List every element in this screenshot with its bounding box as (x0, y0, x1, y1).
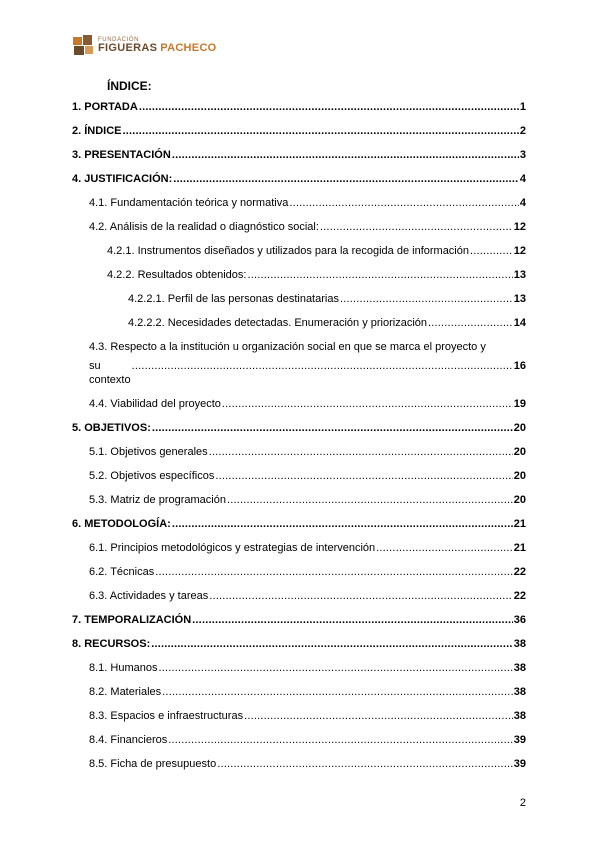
toc-label: 4. JUSTIFICACIÓN: (72, 173, 173, 185)
toc-label: 4.2.1. Instrumentos diseñados y utilizados para la recogida de información (107, 245, 469, 257)
toc-entry-4-2-1[interactable] (72, 244, 526, 258)
toc-leader (155, 565, 513, 579)
index-title: ÍNDICE: (107, 79, 152, 93)
toc-label-line1: 4.3. Respecto a la institución u organización social en que se marca el proyecto y (89, 341, 486, 353)
toc-page: 20 (513, 494, 526, 506)
toc-label: 5.2. Objetivos específicos (89, 470, 215, 482)
toc-entry-6-2[interactable] (72, 565, 526, 579)
toc-page: 3 (519, 149, 526, 161)
toc-label: 4.2.2.1. Perfil de las personas destinatarias (128, 293, 339, 305)
toc-entry-6-1[interactable] (72, 541, 526, 555)
toc-page: 12 (513, 221, 526, 233)
toc-entry-4-2-2-2[interactable] (72, 316, 526, 330)
toc-page: 19 (513, 398, 526, 410)
toc-page: 4 (519, 173, 526, 185)
toc-page: 22 (513, 566, 526, 578)
toc-label: 8.4. Financieros (89, 734, 168, 746)
toc-leader (470, 244, 513, 258)
toc-leader (158, 661, 512, 675)
toc-page: 22 (513, 590, 526, 602)
toc-label: 8.1. Humanos (89, 662, 158, 674)
toc-leader (376, 541, 513, 555)
toc-entry-presentacion[interactable] (72, 148, 526, 162)
toc-leader (217, 757, 513, 771)
toc-label: 5. OBJETIVOS: (72, 422, 151, 434)
toc-page: 21 (513, 518, 526, 530)
toc-label: 5.3. Matriz de programación (89, 494, 226, 506)
toc-page: 38 (513, 686, 526, 698)
toc-entry-5-2[interactable] (72, 469, 526, 483)
toc-entry-8-4[interactable] (72, 733, 526, 747)
toc-label: 4.2.2. Resultados obtenidos: (107, 269, 247, 281)
toc-page: 13 (513, 293, 526, 305)
toc-entry-8-5[interactable] (72, 757, 526, 771)
toc-label: 6.2. Técnicas (89, 566, 155, 578)
logo-word-figueras: FIGUERAS (98, 41, 158, 54)
logo-word-pacheco: PACHECO (160, 41, 217, 54)
logo-top-text: FUNDACIÓN (98, 36, 140, 43)
page-number: 2 (519, 797, 526, 809)
toc-entry-recursos[interactable] (72, 637, 526, 651)
toc-page: 36 (513, 614, 526, 626)
toc-leader (173, 172, 519, 186)
toc-page: 20 (513, 446, 526, 458)
toc-page: 38 (513, 662, 526, 674)
toc-page: 39 (513, 734, 526, 746)
toc-page: 12 (513, 245, 526, 257)
toc-leader (162, 685, 513, 699)
toc-label: 1. PORTADA (72, 101, 138, 113)
toc-leader (132, 359, 513, 373)
toc-leader (289, 196, 519, 210)
toc-label: 3. PRESENTACIÓN (72, 149, 171, 161)
toc-entry-temporalizacion[interactable] (72, 613, 526, 627)
toc-page: 16 (513, 360, 526, 372)
toc-leader (209, 445, 513, 459)
toc-page: 20 (513, 422, 526, 434)
toc-page: 39 (513, 758, 526, 770)
toc-label: 5.1. Objetivos generales (89, 446, 208, 458)
toc-leader (320, 220, 513, 234)
toc-entry-portada[interactable] (72, 100, 526, 114)
toc-leader (192, 613, 513, 627)
toc-entry-4-3[interactable] (72, 340, 526, 387)
toc-label: 8. RECURSOS: (72, 638, 151, 650)
toc-leader (151, 637, 513, 651)
toc-leader (152, 421, 513, 435)
toc-leader (209, 589, 513, 603)
toc-leader (168, 733, 512, 747)
toc-entry-justificacion[interactable] (72, 172, 526, 186)
logo-mark-icon (72, 34, 94, 56)
toc-page: 2 (519, 125, 526, 137)
toc-label: 8.3. Espacios e infraestructuras (89, 710, 244, 722)
toc-entry-5-1[interactable] (72, 445, 526, 459)
toc-leader (123, 124, 519, 138)
toc-label: 7. TEMPORALIZACIÓN (72, 614, 192, 626)
toc-label: 4.2. Análisis de la realidad o diagnóstico social: (89, 221, 319, 233)
toc-leader (428, 316, 513, 330)
logo-main-text (98, 43, 217, 54)
toc-entry-indice[interactable] (72, 124, 526, 138)
toc-label: 6.3. Actividades y tareas (89, 590, 209, 602)
toc-entry-8-3[interactable] (72, 709, 526, 723)
toc-entry-6-3[interactable] (72, 589, 526, 603)
toc-label: 2. ÍNDICE (72, 125, 122, 137)
table-of-contents (72, 99, 526, 771)
toc-leader (340, 292, 513, 306)
toc-leader (139, 100, 519, 114)
toc-leader (172, 517, 513, 531)
toc-entry-4-2-2[interactable] (72, 268, 526, 282)
toc-page: 38 (513, 710, 526, 722)
toc-label: 4.2.2.2. Necesidades detectadas. Enumeración y priorización (128, 317, 428, 329)
toc-label-line2: su contexto (89, 360, 131, 386)
foundation-logo (72, 34, 217, 56)
toc-leader (227, 493, 513, 507)
toc-label: 4.1. Fundamentación teórica y normativa (89, 197, 289, 209)
toc-label: 6.1. Principios metodológicos y estrategias de intervención (89, 542, 376, 554)
toc-leader (215, 469, 512, 483)
toc-page: 13 (513, 269, 526, 281)
toc-page: 20 (513, 470, 526, 482)
toc-entry-4-2[interactable] (72, 220, 526, 234)
toc-label: 4.4. Viabilidad del proyecto (89, 398, 221, 410)
toc-leader (222, 397, 513, 411)
toc-label: 8.2. Materiales (89, 686, 162, 698)
toc-page: 38 (513, 638, 526, 650)
toc-page: 21 (513, 542, 526, 554)
toc-label: 6. METODOLOGÍA: (72, 518, 171, 530)
toc-leader (244, 709, 513, 723)
toc-entry-metodologia[interactable] (72, 517, 526, 531)
toc-label: 8.5. Ficha de presupuesto (89, 758, 217, 770)
toc-entry-4-2-2-1[interactable] (72, 292, 526, 306)
toc-entry-objetivos[interactable] (72, 421, 526, 435)
toc-page: 1 (519, 101, 526, 113)
toc-page: 4 (519, 197, 526, 209)
toc-leader (247, 268, 512, 282)
toc-entry-4-1[interactable] (72, 196, 526, 210)
toc-entry-4-4[interactable] (72, 397, 526, 411)
toc-entry-5-3[interactable] (72, 493, 526, 507)
toc-page: 14 (513, 317, 526, 329)
toc-entry-8-1[interactable] (72, 661, 526, 675)
toc-entry-8-2[interactable] (72, 685, 526, 699)
toc-leader (172, 148, 519, 162)
